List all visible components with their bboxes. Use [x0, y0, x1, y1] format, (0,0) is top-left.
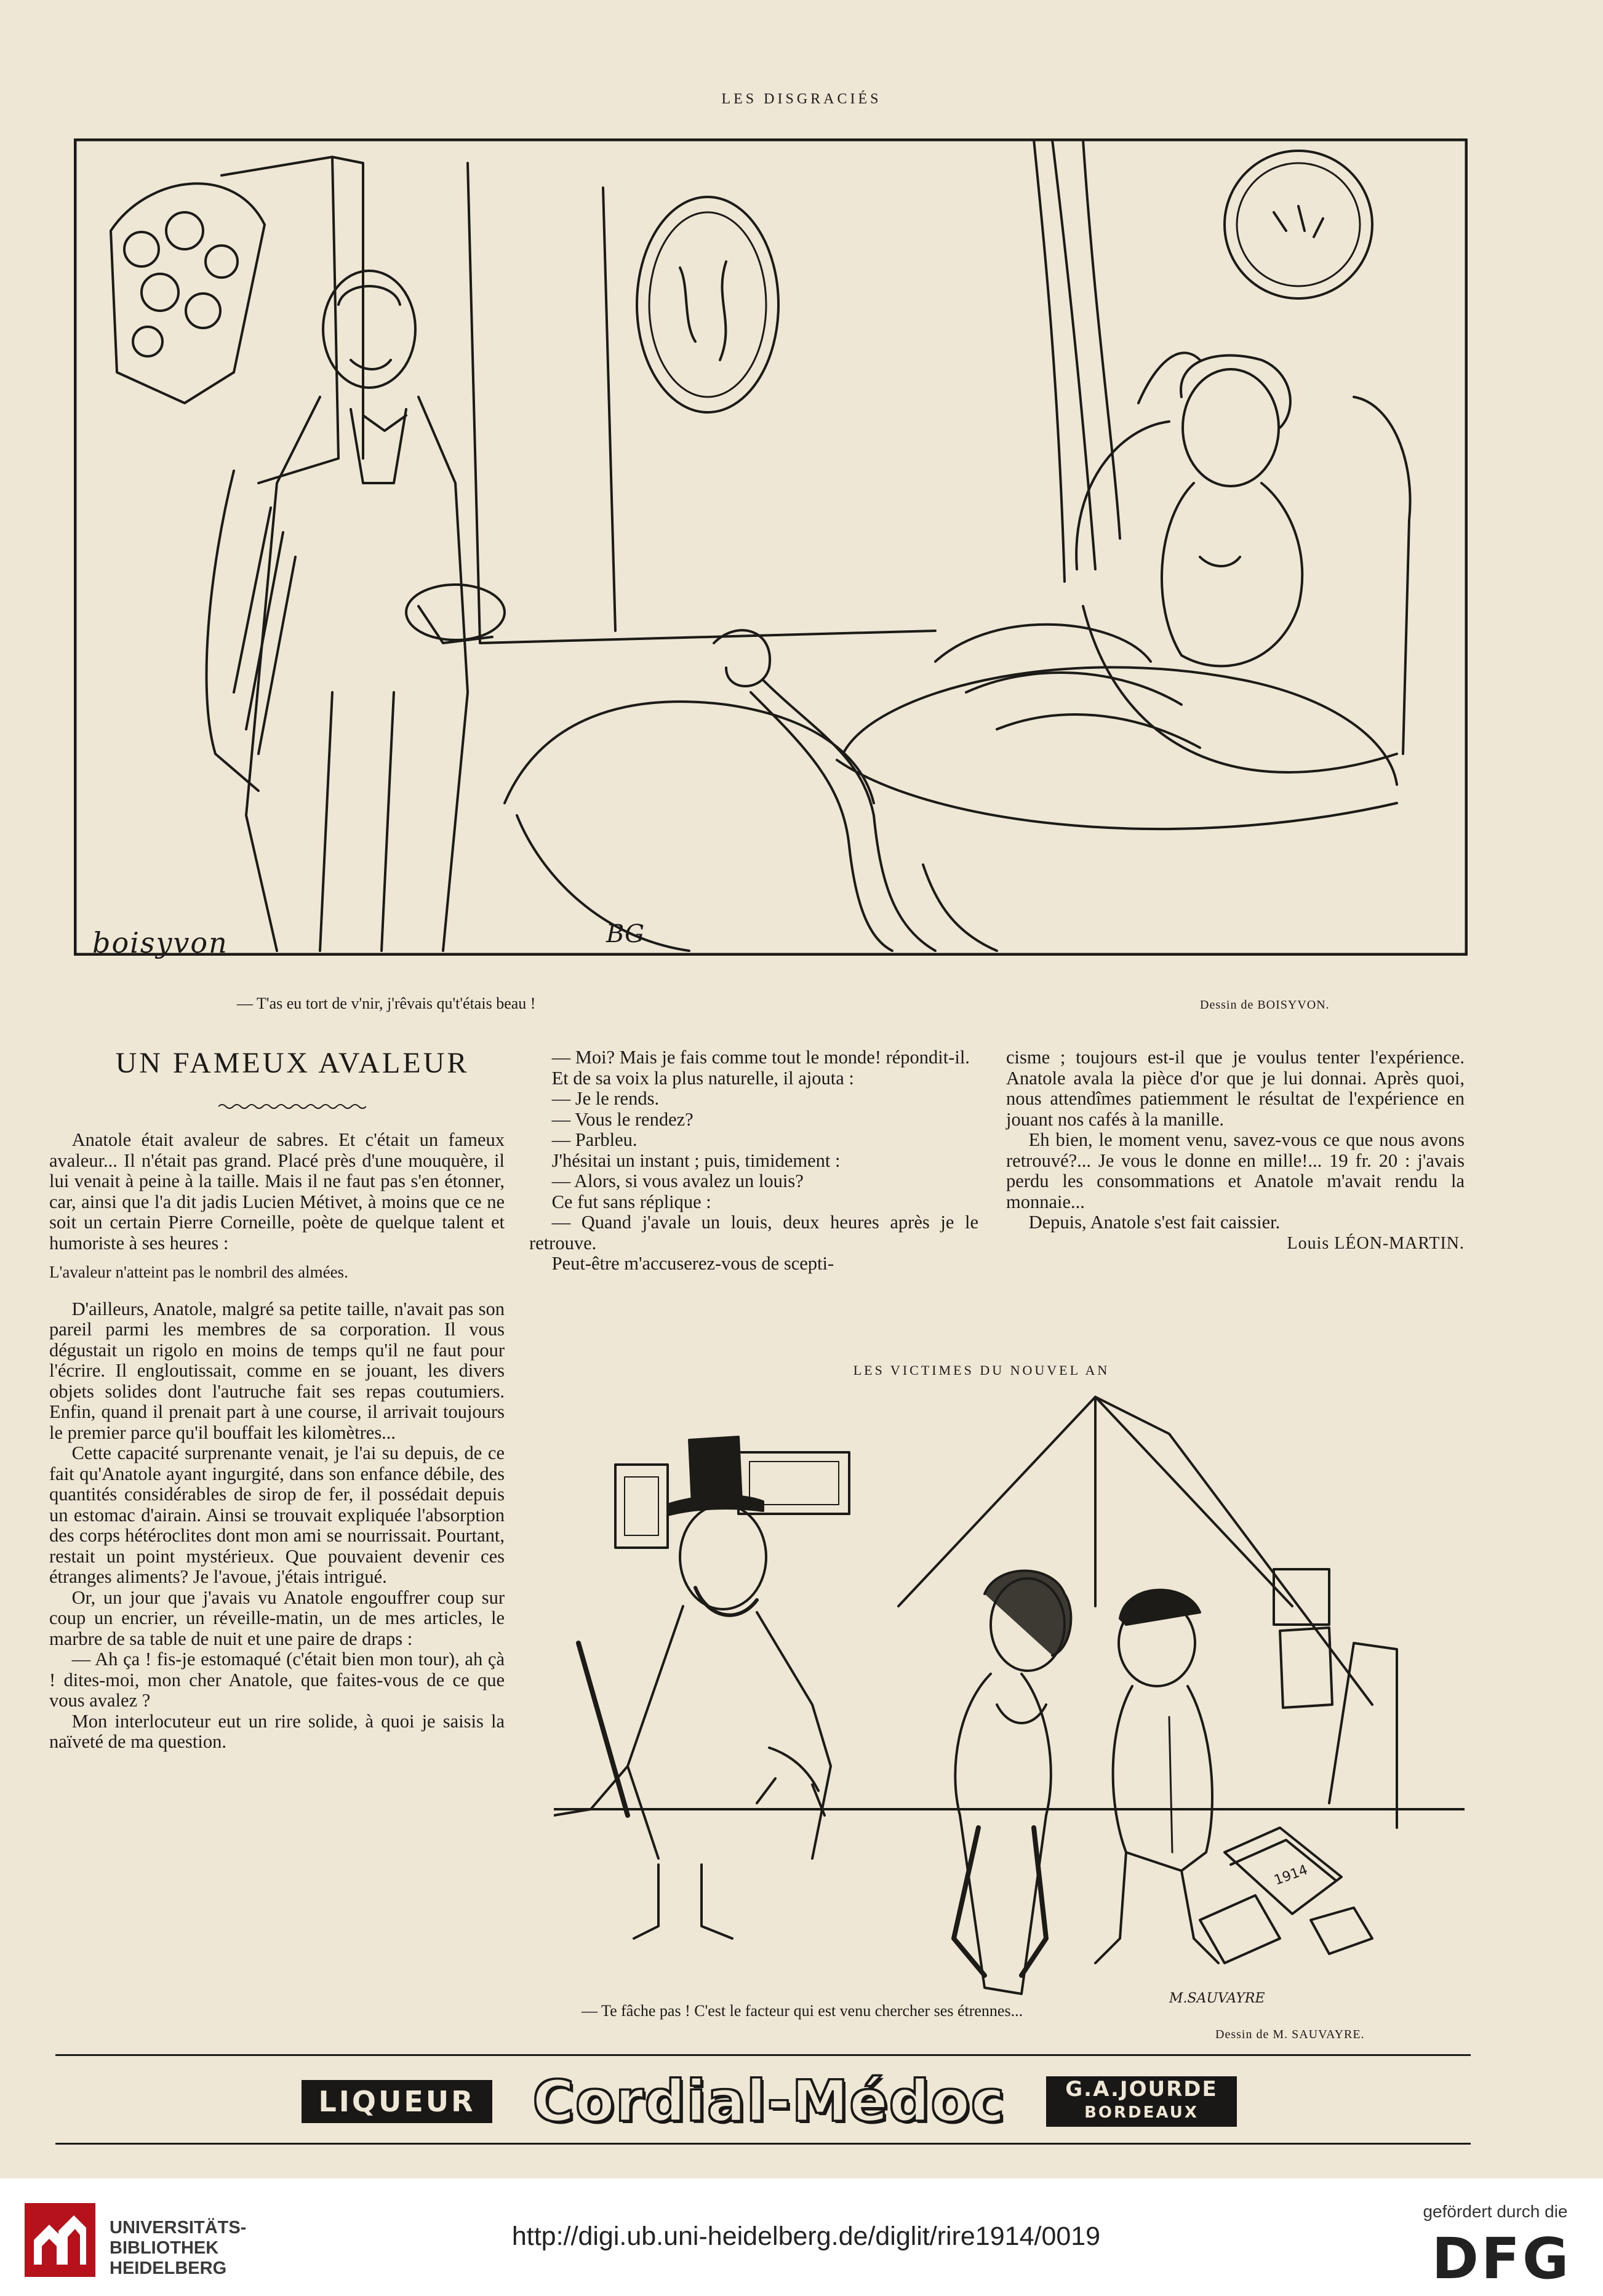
digitization-footer	[0, 2178, 1603, 2296]
dfg-logo-icon	[1428, 2229, 1575, 2284]
paragraph-5: — Ah ça ! fis-je estomaqué (c'était bien mon tour), ah çà ! dites-moi, mon cher Anatole, que faites-vous de ce que vous avalez ?	[49, 1649, 505, 1711]
dialogue-3: — Je le rends.	[551, 1088, 660, 1109]
boudoir-drawing	[74, 138, 1468, 956]
ad-maker-line2: BORDEAUX	[1084, 2103, 1199, 2122]
continuation-2: Eh bien, le moment venu, savez-vous ce que nous avons retrouvé?... Je vous le donne en mille!... 19 fr. 20 : j'avais perdu les consommations et Anatole m'avait rendu la monnaie...	[1006, 1129, 1465, 1212]
article-author: Louis LÉON-MARTIN.	[1287, 1233, 1465, 1253]
top-credit: Dessin de BOISYVON.	[1200, 998, 1330, 1012]
article-title: UN FAMEUX AVALEUR	[115, 1047, 470, 1079]
bottom-credit: Dessin de M. SAUVAYRE.	[1215, 2028, 1365, 2041]
ad-maker-line1: G.A.JOURDE	[1065, 2077, 1218, 2102]
ad-liqueur-label: LIQUEUR	[302, 2080, 492, 2123]
dialogue-6: J'hésitai un instant ; puis, timidement :	[551, 1150, 841, 1171]
rule-above-ad	[55, 2054, 1471, 2056]
dialogue-1: — Moi? Mais je fais comme tout le monde! répondit-il.	[551, 1047, 970, 1068]
running-title: LES DISGRACIÉS	[721, 91, 882, 107]
library-line-2: BIBLIOTHEK	[110, 2238, 219, 2258]
article-column-1	[49, 1130, 505, 1753]
library-line-1: UNIVERSITÄTS-	[110, 2218, 247, 2238]
monogram: BG	[606, 920, 645, 948]
dialogue-10: Peut-être m'accuserez-vous de scepti-	[551, 1253, 834, 1274]
paragraph-1: Anatole était avaleur de sabres. Et c'était un fameux avaleur... Il n'était pas grand. Placé près d'une mouquère, il lui venait à peine à la taille. Mais il ne faut pas s'en étonner, car, ainsi que l'a dit jadis Lucien Métivet, à moins que ce ne soit un certain Pierre Corneille, poète de quelque talent et humoriste à ses heures :	[49, 1129, 505, 1254]
paragraph-2: D'ailleurs, Anatole, malgré sa petite taille, n'avait pas son pareil parmi les membres de sa corporation. Il vous dégustait un rigolo en moins de temps qu'il ne faut pour l'écrire. Il engloutissait, comme en se jouant, les divers objets solides dont l'autruche fait ses repas coutumiers. Enfin, quand il prenait part à une course, il arrivait toujours le premier parce qu'il bouffait les kilomètres...	[49, 1298, 505, 1443]
top-illustration	[74, 138, 1468, 959]
article-column-3	[1006, 1047, 1465, 1254]
paragraph-4: Or, un jour que j'avais vu Anatole engouffrer coup sur coup un encrier, un réveille-matin, un de mes articles, le marbre de sa table de nuit et une paire de draps :	[49, 1586, 505, 1649]
funded-by-label: gefördert durch die	[1423, 2202, 1568, 2221]
top-caption: — T'as eu tort de v'nir, j'rêvais qu't'étais beau !	[237, 994, 536, 1012]
dialogue-8: Ce fut sans réplique :	[551, 1191, 711, 1212]
paragraph-3: Cette capacité surprenante venait, je l'ai su depuis, de ce fait qu'Anatole ayant ingurgité, dans son enfance débile, des quantités considérables de sirop de fer, il possédait depuis un estomac d'airain. Ainsi se trouvait expliquée l'absorption des corps hétéroclites dont mon ami se nourrissait. Pourtant, restait un point mystérieux. Que pouvaient devenir ces étranges aliments? Je l'avoue, j'étais intrigué.	[49, 1442, 505, 1587]
ad-brand: Cordial-Médoc	[532, 2068, 1006, 2134]
dialogue-5: — Parbleu.	[551, 1129, 638, 1150]
calendar-label: 1914	[1272, 1862, 1310, 1889]
section-title: LES VICTIMES DU NOUVEL AN	[853, 1362, 1110, 1378]
dfg-logo-text: DFG	[1431, 2229, 1572, 2284]
article-column-2	[529, 1047, 978, 1274]
bottom-illustration	[554, 1385, 1465, 2025]
continuation-3: Depuis, Anatole s'est fait caissier.	[1028, 1212, 1281, 1233]
paragraph-6: Mon interlocuteur eut un rire solide, à quoi je saisis la naïveté de ma question.	[49, 1710, 505, 1752]
dialogue-4: — Vous le rendez?	[551, 1108, 694, 1130]
rule-below-ad	[55, 2143, 1471, 2145]
permalink-url[interactable]: http://digi.ub.uni-heidelberg.de/diglit/rire1914/0019	[511, 2222, 1101, 2251]
verse-quote: L'avaleur n'atteint pas le nombril des almées.	[49, 1263, 348, 1281]
continuation-1: cisme ; toujours est-il que je voulus tenter l'expérience. Anatole avala la pièce d'or que je lui donnai. Après quoi, nous attendîmes patiemment le résultat de l'expérience en jouant nos cafés à la manille.	[1006, 1047, 1465, 1130]
university-library-logo-icon	[25, 2203, 95, 2277]
ad-banner	[302, 2069, 1237, 2134]
signature-sauvayre: M.SAUVAYRE	[1169, 1991, 1265, 2006]
bottom-caption: — Te fâche pas ! C'est le facteur qui est venu chercher ses étrennes...	[582, 2002, 1023, 2020]
title-ornament	[218, 1102, 366, 1111]
signature-boisyvon: boisyvon	[92, 926, 228, 959]
dfg-logo	[1428, 2229, 1575, 2284]
library-line-3: HEIDELBERG	[110, 2258, 227, 2278]
library-name	[110, 2218, 246, 2279]
dialogue-9: — Quand j'avale un louis, deux heures après je le retrouve.	[529, 1212, 978, 1254]
postman-drawing	[554, 1385, 1465, 2025]
ad-maker	[1046, 2076, 1237, 2127]
dialogue-2: Et de sa voix la plus naturelle, il ajouta :	[551, 1067, 854, 1089]
dialogue-7: — Alors, si vous avalez un louis?	[551, 1170, 804, 1191]
